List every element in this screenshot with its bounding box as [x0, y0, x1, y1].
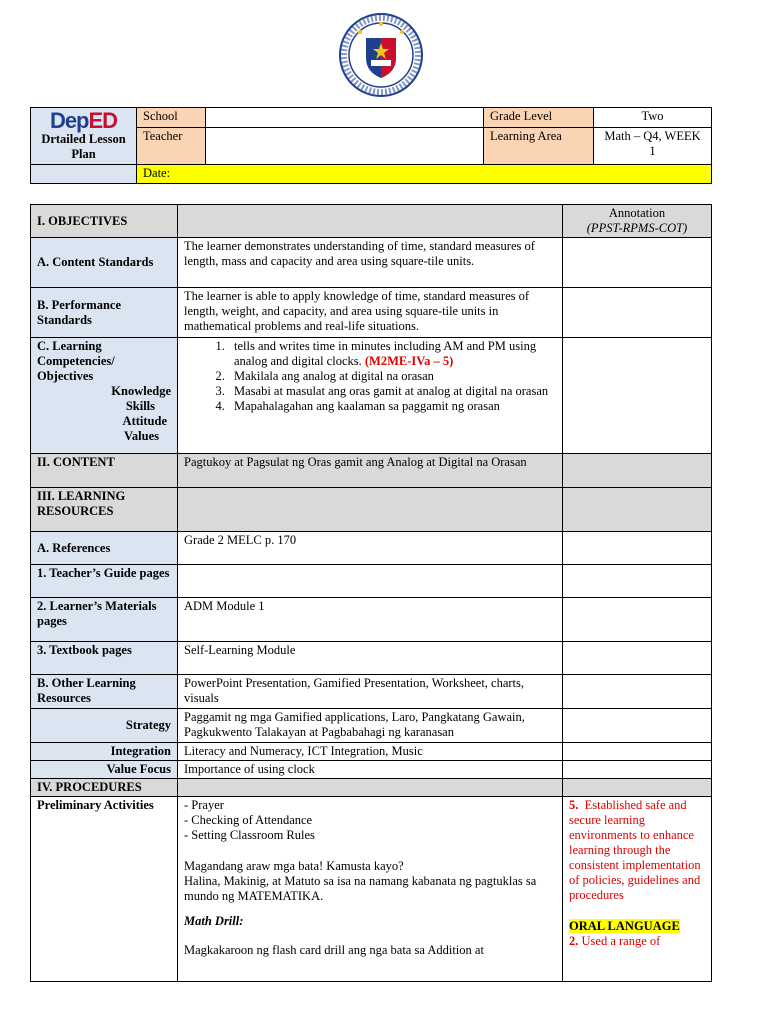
textbook-annotation [563, 642, 712, 675]
competencies-label-cell [31, 338, 178, 454]
annotation-subtitle: (PPST-RPMS-COT) [586, 221, 688, 235]
math-drill-heading: Math Drill: [184, 914, 244, 928]
content-text: Pagtukoy at Pagsulat ng Oras gamit ang Analog at Digital na Orasan [178, 454, 563, 488]
teacher-field[interactable] [206, 128, 484, 165]
objectives-content-cell [178, 205, 563, 238]
procedures-title: IV. PROCEDURES [31, 779, 178, 797]
competency-item: 3. Masabi at masulat ang oras gamit at analog at digital na orasan [228, 384, 556, 399]
other-resources-label: B. Other Learning Resources [31, 675, 178, 709]
annotation-header [563, 205, 712, 238]
learning-area-value[interactable]: Math – Q4, WEEK 1 [594, 128, 712, 165]
integration-text: Literacy and Numeracy, ICT Integration, Music [178, 743, 563, 761]
competency-item: 2. Makilala ang analog at digital na orasan [228, 369, 556, 384]
greeting-line-2: Halina, Makinig, at Matuto sa isa na namang kabanata ng pagtuklas sa mundo ng MATEMATIKA. [184, 874, 537, 903]
teachers-guide-label: 1. Teacher’s Guide pages [31, 565, 178, 598]
oral-language-label: ORAL LANGUAGE [569, 919, 680, 933]
integration-label: Integration [31, 743, 178, 761]
competencies-annotation [563, 338, 712, 454]
annotation-5 [569, 798, 705, 903]
date-field[interactable]: Date: [137, 165, 712, 184]
annotation-2-text: Used a range of [581, 934, 661, 948]
lesson-plan-table [30, 204, 712, 982]
performance-standards-label: B. Performance Standards [31, 288, 178, 338]
procedures-annotation [563, 779, 712, 797]
preliminary-label: Preliminary Activities [31, 797, 178, 982]
value-focus-label: Value Focus [31, 761, 178, 779]
teachers-guide-text [178, 565, 563, 598]
prelim-item-attendance: - Checking of Attendance [184, 813, 313, 827]
procedures-content-cell [178, 779, 563, 797]
other-resources-text: PowerPoint Presentation, Gamified Presentation, Worksheet, charts, visuals [178, 675, 563, 709]
deped-logo: DepED [49, 108, 118, 133]
textbook-label: 3. Textbook pages [31, 642, 178, 675]
drill-text: Magkakaroon ng flash card drill ang nga bata sa Addition at [184, 943, 484, 957]
annotation-5-number: 5. [569, 798, 579, 812]
learners-materials-annotation [563, 598, 712, 642]
kasa-attitude: Attitude [122, 414, 167, 428]
learning-area-label: Learning Area [484, 128, 594, 165]
annotation-2-number: 2. [569, 934, 579, 948]
kasa-knowledge: Knowledge [111, 384, 171, 398]
deped-seal-icon [338, 12, 424, 98]
oral-language-tag [569, 919, 705, 934]
strategy-text: Paggamit ng mga Gamified applications, Laro, Pangkatang Gawain, Pagkukwento Talakayan at Pagbabahagi ng karanasan [178, 709, 563, 743]
competencies-list [184, 339, 556, 414]
strategy-annotation [563, 709, 712, 743]
references-label: A. References [31, 532, 178, 565]
references-text: Grade 2 MELC p. 170 [178, 532, 563, 565]
annotation-2 [569, 934, 705, 949]
competency-item: 1. tells and writes time in minutes including AM and PM using analog and digital clocks. (M2ME-IVa – 5) [228, 339, 556, 369]
annotation-title: Annotation [608, 206, 666, 220]
strategy-label: Strategy [31, 709, 178, 743]
learners-materials-label: 2. Learner’s Materials pages [31, 598, 178, 642]
logo-caption: Drtailed Lesson Plan [41, 132, 126, 161]
objectives-title: I. OBJECTIVES [31, 205, 178, 238]
logo-cell [31, 108, 137, 165]
school-label: School [137, 108, 206, 128]
references-annotation [563, 532, 712, 565]
content-annotation [563, 454, 712, 488]
greeting-line-1: Magandang araw mga bata! Kamusta kayo? [184, 859, 404, 873]
grade-level-label: Grade Level [484, 108, 594, 128]
value-focus-text: Importance of using clock [178, 761, 563, 779]
performance-standards-text: The learner is able to apply knowledge of time, standard measures of length, weight, and capacity, and area using square-tile units in mathematical problems and real-life situations. [178, 288, 563, 338]
resources-annotation [563, 488, 712, 532]
school-field[interactable] [206, 108, 484, 128]
teacher-label: Teacher [137, 128, 206, 165]
prelim-item-rules: - Setting Classroom Rules [184, 828, 315, 842]
preliminary-annotation [563, 797, 712, 982]
learners-materials-text: ADM Module 1 [178, 598, 563, 642]
annotation-5-text: Established safe and secure learning environments to enhance learning through the consistent implementation of policies, guidelines and procedures [569, 798, 701, 902]
preliminary-content [178, 797, 563, 982]
competency-item: 4. Mapahalagahan ang kaalaman sa paggamit ng orasan [228, 399, 556, 414]
textbook-text: Self-Learning Module [178, 642, 563, 675]
resources-title: III. LEARNING RESOURCES [31, 488, 178, 532]
performance-standards-annotation [563, 288, 712, 338]
other-resources-annotation [563, 675, 712, 709]
integration-annotation [563, 743, 712, 761]
resources-content-cell [178, 488, 563, 532]
teachers-guide-annotation [563, 565, 712, 598]
kasa-values: Values [124, 429, 159, 443]
content-standards-text: The learner demonstrates understanding of time, standard measures of length, mass and capacity and area using square-tile units. [178, 238, 563, 288]
content-standards-annotation [563, 238, 712, 288]
competencies-label: C. Learning Competencies/ Objectives [37, 339, 115, 383]
content-standards-label: A. Content Standards [31, 238, 178, 288]
prelim-item-prayer: - Prayer [184, 798, 224, 812]
competencies-list-cell [178, 338, 563, 454]
competency-code: (M2ME-IVa – 5) [364, 354, 454, 368]
content-title: II. CONTENT [31, 454, 178, 488]
value-focus-annotation [563, 761, 712, 779]
kasa-skills: Skills [125, 399, 155, 413]
header-table [30, 107, 712, 184]
grade-level-value[interactable]: Two [594, 108, 712, 128]
logo-cell-bottom [31, 165, 137, 184]
